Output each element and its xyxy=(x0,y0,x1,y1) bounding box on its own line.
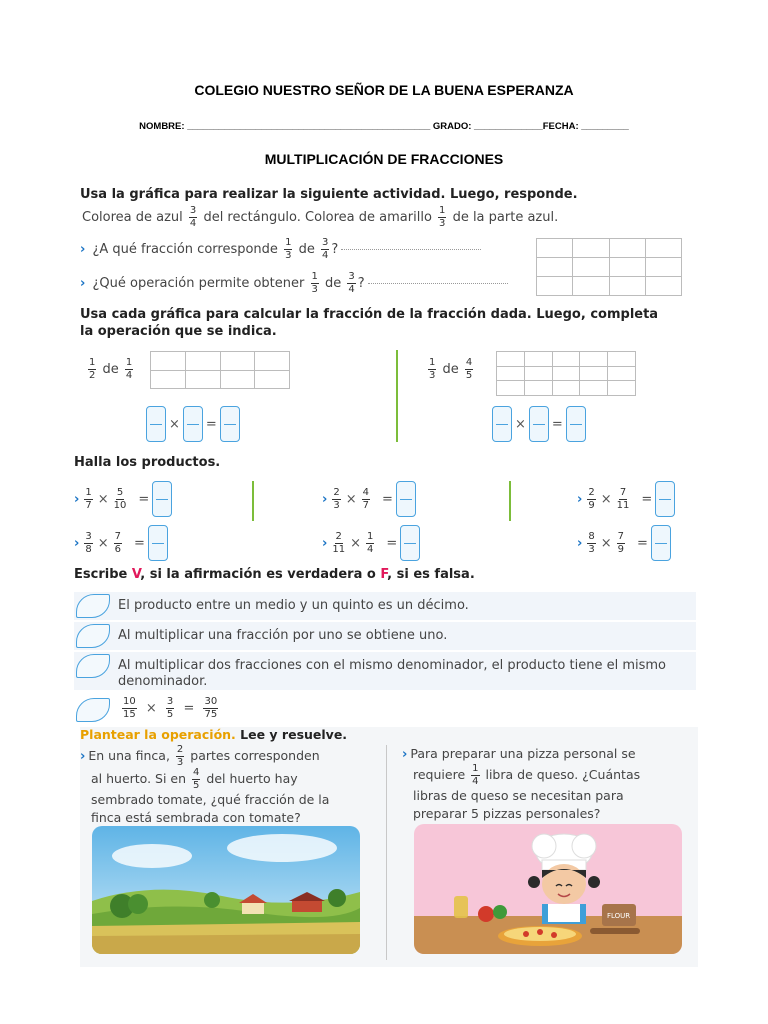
product-item: › $\frac{1}{7}$ × $\frac{5}{10}$ = xyxy=(74,481,172,517)
answer-line[interactable] xyxy=(368,283,508,284)
fraction: $\frac{2}{3}$ xyxy=(333,486,340,511)
fraction: $\frac{1}{4}$ xyxy=(367,530,374,555)
bullet-icon: › xyxy=(322,491,328,507)
fraction: $\frac{7}{11}$ xyxy=(616,486,630,511)
fraction: $\frac{10}{15}$ xyxy=(123,696,136,720)
fraction: $\frac{1}{4}$ xyxy=(472,763,479,787)
fraction: $\frac{2}{9}$ xyxy=(588,486,595,511)
bullet-icon: › xyxy=(80,749,86,764)
product-item: › $\frac{3}{8}$ × $\frac{7}{6}$ = xyxy=(74,525,168,561)
answer-line[interactable] xyxy=(341,249,481,250)
left-operation: × = xyxy=(146,406,240,442)
section1-heading: Usa la gráfica para realizar la siguiente actividad. Luego, responde. xyxy=(80,187,578,202)
divider xyxy=(386,745,387,960)
instr-text: del rectángulo. Colorea de amarillo xyxy=(203,210,432,225)
grade-label: GRADO: xyxy=(432,121,472,132)
chef-girl-pizza-illustration xyxy=(414,824,682,954)
bullet-icon: › xyxy=(74,491,80,507)
bullet-icon: › xyxy=(74,535,80,551)
question-2: › ¿Qué operación permite obtener $\frac{1}{3}$ de $\frac{3}{4}$ ? xyxy=(80,272,508,295)
grade-field[interactable]: _____________ xyxy=(474,121,543,132)
answer-box[interactable] xyxy=(400,525,420,561)
answer-box[interactable] xyxy=(148,525,168,561)
fraction: $\frac{3}{4}$ xyxy=(321,237,329,261)
school-name: COLEGIO NUESTRO SEÑOR DE LA BUENA ESPERANZA xyxy=(194,82,574,98)
bullet-icon: › xyxy=(402,747,408,762)
question-1: › ¿A qué fracción corresponde $\frac{1}{3}$ de $\frac{3}{4}$ ? xyxy=(80,238,481,261)
product-item: › $\frac{2}{11}$ × $\frac{1}{4}$ = xyxy=(322,525,420,561)
fraction: $\frac{3}{4}$ xyxy=(348,271,355,295)
fraction: $\frac{1}{2}$ xyxy=(89,357,96,381)
fraction: $\frac{4}{5}$ xyxy=(465,357,473,381)
fraction-box[interactable] xyxy=(529,406,549,442)
product-item: › $\frac{8}{3}$ × $\frac{7}{9}$ = xyxy=(577,525,671,561)
bullet-icon: › xyxy=(577,491,583,507)
bullet-icon: › xyxy=(577,535,583,551)
fraction: $\frac{1}{4}$ xyxy=(125,357,133,381)
statement-3: Al multiplicar dos fracciones con el mismo denominador, el producto tiene el mismo denominador. xyxy=(118,658,666,689)
statement-4: $\frac{10}{15}$ × $\frac{3}{5}$ = $\frac{30}{75}$ xyxy=(123,696,218,720)
divider xyxy=(252,481,254,521)
fraction: $\frac{3}{5}$ xyxy=(166,696,174,720)
fraction: $\frac{7}{9}$ xyxy=(617,530,625,555)
fraction: $\frac{1}{3}$ xyxy=(311,271,318,295)
fraction-box[interactable] xyxy=(566,406,586,442)
fraction: $\frac{5}{10}$ xyxy=(113,486,127,511)
fraction: $\frac{30}{75}$ xyxy=(204,696,218,720)
rectangle-grid-4x3[interactable] xyxy=(536,238,682,296)
fraction: $\frac{4}{5}$ xyxy=(193,767,200,791)
answer-box[interactable] xyxy=(651,525,671,561)
answer-leaf-icon[interactable] xyxy=(76,698,110,722)
fraction-box[interactable] xyxy=(146,406,166,442)
bullet-icon: › xyxy=(80,242,86,257)
document-title: MULTIPLICACIÓN DE FRACCIONES xyxy=(264,151,504,167)
fraction: $\frac{1}{3}$ xyxy=(439,205,446,229)
bullet-icon: › xyxy=(80,276,86,291)
product-item: › $\frac{2}{3}$ × $\frac{4}{7}$ = xyxy=(322,481,416,517)
problem-1: › En una finca, $\frac{2}{3}$ partes corresponden al huerto. Si en $\frac{4}{5}$ del huerto hay sembrado tomate, ¿qué fracción de la finca está sembrada con tomate? xyxy=(80,744,330,825)
fraction: $\frac{3}{8}$ xyxy=(85,530,92,555)
section3-heading: Halla los productos. xyxy=(74,455,221,470)
farm-illustration xyxy=(92,826,360,954)
fraction: $\frac{1}{3}$ xyxy=(429,357,436,381)
right-grid[interactable] xyxy=(496,351,636,396)
section4-heading: Escribe V, si la afirmación es verdadera o F, si es falsa. xyxy=(74,567,475,582)
bullet-icon: › xyxy=(322,535,328,551)
answer-box[interactable] xyxy=(396,481,416,517)
student-info-line xyxy=(0,121,768,132)
fraction-box[interactable] xyxy=(183,406,203,442)
fraction: $\frac{2}{11}$ xyxy=(332,530,346,555)
problem-2: › Para preparar una pizza personal se requiere $\frac{1}{4}$ libra de queso. ¿Cuántas libras de queso se necesitan para preparar 5 pizzas personales? xyxy=(402,746,641,821)
fraction: $\frac{8}{3}$ xyxy=(588,530,595,555)
name-label: NOMBRE: xyxy=(139,121,185,132)
right-fraction-of-fraction: $\frac{1}{3}$ de $\frac{4}{5}$ xyxy=(429,357,473,381)
fraction-box[interactable] xyxy=(492,406,512,442)
fraction: $\frac{1}{3}$ xyxy=(285,237,292,261)
section2-heading: Usa cada gráfica para calcular la fracción de la fracción dada. Luego, completa la operación que se indica. xyxy=(80,307,659,339)
divider xyxy=(509,481,511,521)
fraction: $\frac{1}{7}$ xyxy=(85,486,92,511)
left-fraction-of-fraction: $\frac{1}{2}$ de $\frac{1}{4}$ xyxy=(89,357,133,381)
statement-1: El producto entre un medio y un quinto es un décimo. xyxy=(118,598,469,613)
name-field[interactable]: ______________________________________________ xyxy=(187,121,431,132)
fraction: $\frac{3}{4}$ xyxy=(189,205,197,229)
product-item: › $\frac{2}{9}$ × $\frac{7}{11}$ = xyxy=(577,481,675,517)
right-operation: × = xyxy=(492,406,586,442)
date-label: FECHA: xyxy=(542,121,579,132)
statement-2: Al multiplicar una fracción por uno se obtiene uno. xyxy=(118,628,448,643)
divider xyxy=(396,350,398,442)
fraction: $\frac{2}{3}$ xyxy=(176,744,184,768)
instr-text: Colorea de azul xyxy=(82,210,183,225)
answer-box[interactable] xyxy=(152,481,172,517)
date-field[interactable]: _________ xyxy=(581,121,629,132)
instr-text: de la parte azul. xyxy=(452,210,559,225)
flour-label: FLOUR xyxy=(607,912,631,920)
left-grid[interactable] xyxy=(150,351,290,389)
section1-instruction xyxy=(82,206,558,229)
fraction: $\frac{7}{6}$ xyxy=(114,530,122,555)
fraction-box[interactable] xyxy=(220,406,240,442)
answer-box[interactable] xyxy=(655,481,675,517)
section5-heading: Plantear la operación. Lee y resuelve. xyxy=(80,727,348,742)
fraction: $\frac{4}{7}$ xyxy=(362,486,370,511)
